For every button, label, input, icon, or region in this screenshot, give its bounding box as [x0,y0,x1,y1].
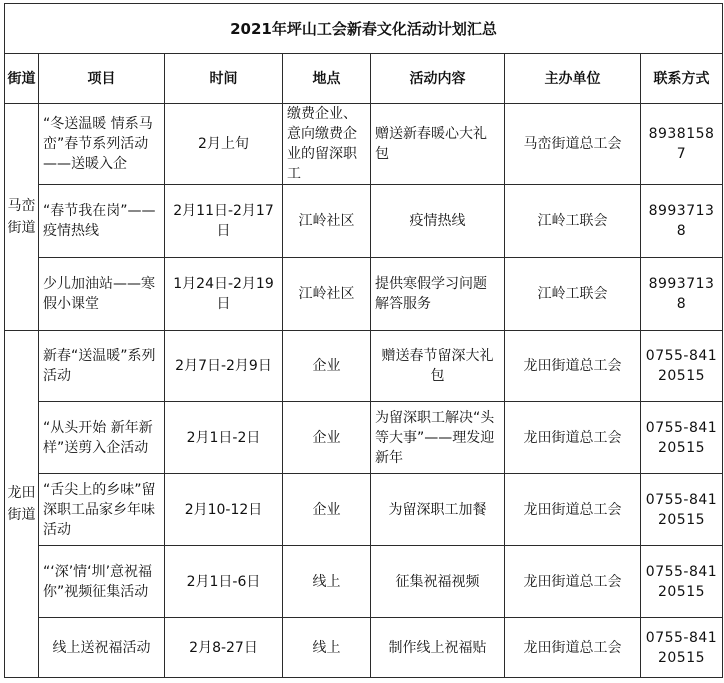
table-row [5,331,723,402]
place-cell: 江岭社区 [283,258,371,331]
contact-cell: 0755-84120515 [641,331,723,402]
activity-plan-table [4,3,723,678]
contact-cell: 0755-84120515 [641,402,723,474]
organizer-cell: 龙田街道总工会 [505,331,641,402]
organizer-cell: 龙田街道总工会 [505,618,641,678]
table-row [5,618,723,678]
place-cell: 线上 [283,546,371,618]
project-cell: 线上送祝福活动 [39,618,165,678]
project-cell: “冬送温暖 情系马峦”春节系列活动——送暖入企 [39,104,165,185]
content-cell: 疫情热线 [371,185,505,258]
content-cell: 征集祝福视频 [371,546,505,618]
contact-cell: 89381587 [641,104,723,185]
time-cell: 2月10-12日 [165,474,283,546]
place-cell: 线上 [283,618,371,678]
header-organizer: 主办单位 [505,54,641,104]
project-cell: “从头开始 新年新样”送剪入企活动 [39,402,165,474]
table-row [5,474,723,546]
header-street: 街道 [5,54,39,104]
place-cell: 企业 [283,331,371,402]
content-cell: 为留深职工解决“头等大事”——理发迎新年 [371,402,505,474]
contact-cell: 89937138 [641,185,723,258]
project-cell: “‘深’情‘圳’意祝福你”视频征集活动 [39,546,165,618]
content-cell: 制作线上祝福贴 [371,618,505,678]
organizer-cell: 龙田街道总工会 [505,402,641,474]
project-cell: 少儿加油站——寒假小课堂 [39,258,165,331]
contact-cell: 0755-84120515 [641,474,723,546]
organizer-cell: 龙田街道总工会 [505,474,641,546]
table-row [5,104,723,185]
time-cell: 2月8-27日 [165,618,283,678]
table-row [5,258,723,331]
time-cell: 2月1日-6日 [165,546,283,618]
header-content: 活动内容 [371,54,505,104]
project-cell: “舌尖上的乡味”留深职工品家乡年味活动 [39,474,165,546]
table-row [5,546,723,618]
time-cell: 2月上旬 [165,104,283,185]
organizer-cell: 马峦街道总工会 [505,104,641,185]
place-cell: 企业 [283,402,371,474]
time-cell: 2月11日-2月17日 [165,185,283,258]
contact-cell: 0755-84120515 [641,618,723,678]
contact-cell: 0755-84120515 [641,546,723,618]
organizer-cell: 龙田街道总工会 [505,546,641,618]
place-cell: 缴费企业、意向缴费企业的留深职工 [283,104,371,185]
time-cell: 2月1日-2日 [165,402,283,474]
organizer-cell: 江岭工联会 [505,258,641,331]
content-cell: 提供寒假学习问题解答服务 [371,258,505,331]
title-row [5,4,723,54]
street-cell-longtian: 龙田街道 [5,331,39,678]
place-cell: 江岭社区 [283,185,371,258]
project-cell: 新春“送温暖”系列活动 [39,331,165,402]
place-cell: 企业 [283,474,371,546]
street-cell-maluan: 马峦街道 [5,104,39,331]
organizer-cell: 江岭工联会 [505,185,641,258]
header-contact: 联系方式 [641,54,723,104]
content-cell: 为留深职工加餐 [371,474,505,546]
header-time: 时间 [165,54,283,104]
project-cell: “春节我在岗”——疫情热线 [39,185,165,258]
contact-cell: 89937138 [641,258,723,331]
table-row [5,185,723,258]
content-cell: 赠送新春暖心大礼包 [371,104,505,185]
content-cell: 赠送春节留深大礼包 [371,331,505,402]
table-row [5,402,723,474]
time-cell: 2月7日-2月9日 [165,331,283,402]
table-title: 2021年坪山工会新春文化活动计划汇总 [5,4,723,54]
time-cell: 1月24日-2月19日 [165,258,283,331]
header-project: 项目 [39,54,165,104]
header-row [5,54,723,104]
header-place: 地点 [283,54,371,104]
